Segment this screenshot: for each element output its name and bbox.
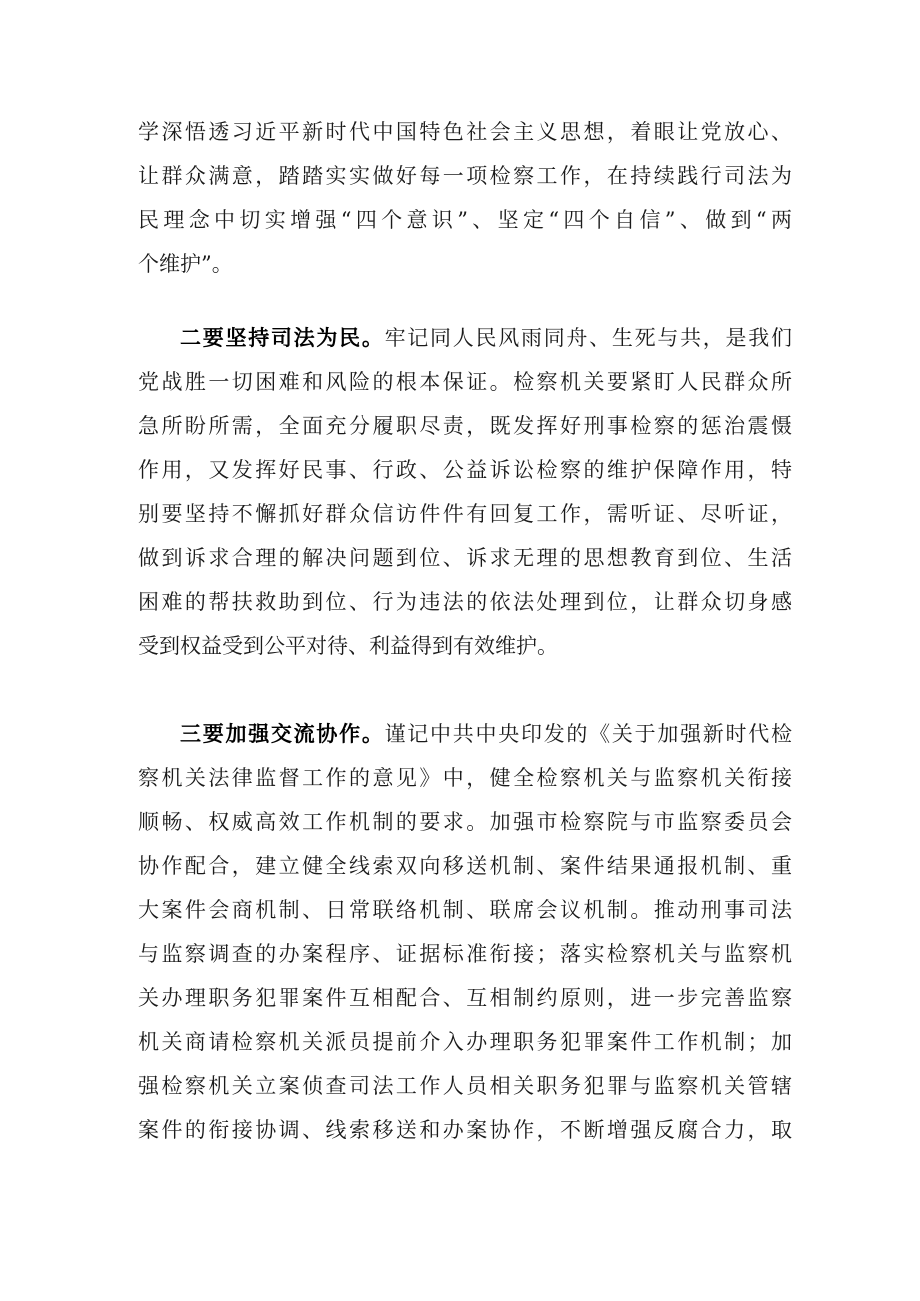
text-line: 案件的衔接协调、线索移送和办案协作，不断增强反腐合力，取 (138, 1118, 792, 1142)
text-fragment: 谨记中共中央印发的《关于加强新时代检 (384, 722, 792, 746)
paragraph-first-line (138, 316, 792, 360)
text-line: 机关商请检察机关派员提前介入办理职务犯罪案件工作机制；加 (138, 1030, 792, 1054)
text-line: 关办理职务犯罪案件互相配合、互相制约原则，进一步完善监察 (138, 986, 792, 1010)
paragraph-exchange-cooperation (138, 712, 792, 1152)
text-line: 受到权益受到公平对待、利益得到有效维护。 (138, 634, 558, 658)
text-line: 协作配合，建立健全线索双向移送机制、案件结果通报机制、重 (138, 854, 792, 878)
text-line: 强检察机关立案侦查司法工作人员相关职务犯罪与监察机关管辖 (138, 1074, 792, 1098)
paragraph-justice-for-people (138, 316, 792, 668)
paragraph-heading: 三要加强交流协作。 (180, 721, 385, 746)
paragraph-continuation (138, 110, 792, 286)
text-line: 个维护”。 (138, 252, 233, 276)
text-line: 察机关法律监督工作的意见》中，健全检察机关与监察机关衔接 (138, 766, 792, 790)
text-line: 急所盼所需，全面充分履职尽责，既发挥好刑事检察的惩治震慑 (138, 414, 792, 438)
paragraph-heading: 二要坚持司法为民。 (180, 325, 385, 350)
text-line: 与监察调查的办案程序、证据标准衔接；落实检察机关与监察机 (138, 942, 792, 966)
text-line: 让群众满意，踏踏实实做好每一项检察工作，在持续践行司法为 (138, 164, 792, 188)
text-line: 顺畅、权威高效工作机制的要求。加强市检察院与市监察委员会 (138, 810, 792, 834)
text-line: 民理念中切实增强“四个意识”、坚定“四个自信”、做到“两 (138, 208, 792, 232)
text-line: 别要坚持不懈抓好群众信访件件有回复工作，需听证、尽听证， (138, 502, 792, 526)
text-line: 党战胜一切困难和风险的根本保证。检察机关要紧盯人民群众所 (138, 370, 792, 394)
paragraph-first-line (138, 712, 792, 756)
text-fragment: 牢记同人民风雨同舟、生死与共，是我们 (384, 326, 792, 350)
text-line: 大案件会商机制、日常联络机制、联席会议机制。推动刑事司法 (138, 898, 792, 922)
text-line: 困难的帮扶救助到位、行为违法的依法处理到位，让群众切身感 (138, 590, 792, 614)
text-line: 作用，又发挥好民事、行政、公益诉讼检察的维护保障作用，特 (138, 458, 792, 482)
text-line: 学深悟透习近平新时代中国特色社会主义思想，着眼让党放心、 (138, 120, 792, 144)
text-line: 做到诉求合理的解决问题到位、诉求无理的思想教育到位、生活 (138, 546, 792, 570)
